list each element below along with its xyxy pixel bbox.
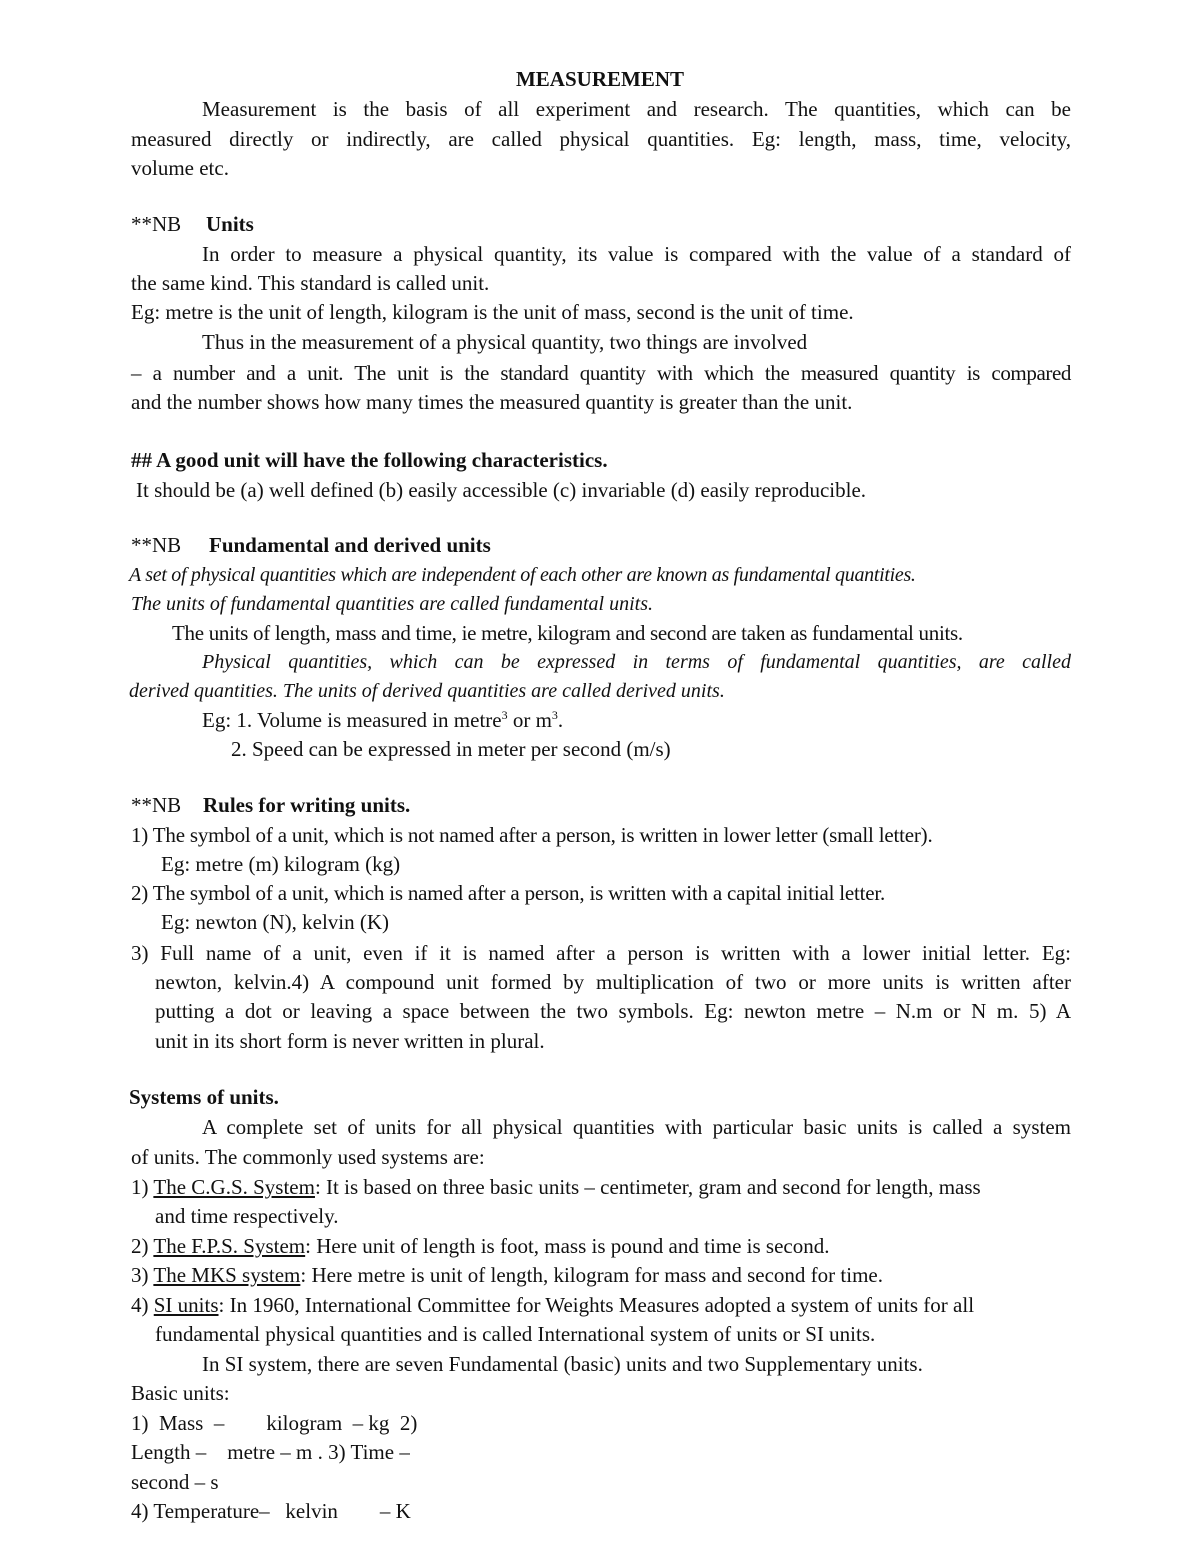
units-line-1: In order to measure a physical quantity, its value is compared with the value of a standard of <box>202 242 1071 266</box>
rules-line-7: putting a dot or leaving a space between the two symbols. Eg: newton metre – N.m or N m. 5) A <box>155 999 1071 1023</box>
system-mks <box>131 1262 883 1288</box>
basic-units-line-3: second – s <box>131 1470 219 1494</box>
good-unit-heading: ## A good unit will have the following characteristics. <box>131 448 608 472</box>
fundamental-italic-2: The units of fundamental quantities are called fundamental units. <box>131 593 654 615</box>
system-si <box>131 1292 974 1318</box>
system-mks-number: 3) <box>131 1263 149 1287</box>
system-cgs-number: 1) <box>131 1175 149 1199</box>
rules-line-2: Eg: metre (m) kilogram (kg) <box>161 852 401 876</box>
si-system-line: In SI system, there are seven Fundamental (basic) units and two Supplementary units. <box>202 1352 923 1376</box>
fundamental-example-2: 2. Speed can be expressed in meter per second (m/s) <box>231 737 671 761</box>
units-heading: Units <box>206 212 254 236</box>
system-fps <box>131 1233 830 1259</box>
units-nb-label: **NB <box>131 212 182 236</box>
rules-line-1: 1) The symbol of a unit, which is not named after a person, is written in lower letter (small letter). <box>131 823 933 847</box>
systems-intro-1: A complete set of units for all physical quantities with particular basic units is called a system <box>202 1115 1071 1139</box>
systems-heading: Systems of units. <box>129 1085 279 1109</box>
system-mks-name: The MKS system <box>153 1263 301 1287</box>
example-1-superscript: 3 <box>501 708 508 722</box>
rules-nb-label: **NB <box>131 793 182 817</box>
units-line-5: – a number and a unit. The unit is the standard quantity with which the measured quantity is compared <box>131 361 1071 385</box>
example-1-superscript-2: 3 <box>551 708 558 722</box>
system-fps-text: : Here unit of length is foot, mass is pound and time is second. <box>305 1234 830 1258</box>
system-si-name: SI units <box>153 1293 219 1317</box>
units-line-6: and the number shows how many times the measured quantity is greater than the unit. <box>131 390 853 414</box>
rules-heading: Rules for writing units. <box>203 793 411 817</box>
units-line-3: Eg: metre is the unit of length, kilogram is the unit of mass, second is the unit of time. <box>131 300 854 324</box>
rules-line-4: Eg: newton (N), kelvin (K) <box>161 910 390 934</box>
system-mks-text: : Here metre is unit of length, kilogram for mass and second for time. <box>300 1263 883 1287</box>
fundamental-example-1 <box>202 707 563 733</box>
intro-line-1: Measurement is the basis of all experiment and research. The quantities, which can be <box>202 97 1071 121</box>
system-fps-number: 2) <box>131 1234 149 1258</box>
intro-line-3: volume etc. <box>131 156 229 180</box>
intro-line-2: measured directly or indirectly, are called physical quantities. Eg: length, mass, time, velocity, <box>131 127 1071 151</box>
example-1-text-c: . <box>557 708 564 732</box>
fundamental-italic-3: Physical quantities, which can be expressed in terms of fundamental quantities, are called <box>202 651 1071 673</box>
units-line-2: the same kind. This standard is called unit. <box>131 271 490 295</box>
fundamental-nb-label: **NB <box>131 533 182 557</box>
rules-line-3: 2) The symbol of a unit, which is named after a person, is written with a capital initial letter. <box>131 881 886 905</box>
system-cgs-line-2: and time respectively. <box>155 1204 339 1228</box>
system-cgs-text: : It is based on three basic units – centimeter, gram and second for length, mass <box>314 1175 981 1199</box>
example-1-text-b: or m <box>507 708 552 732</box>
system-fps-name: The F.P.S. System <box>153 1234 306 1258</box>
basic-units-label: Basic units: <box>131 1381 230 1405</box>
system-cgs-name: The C.G.S. System <box>153 1175 315 1199</box>
rules-line-6: newton, kelvin.4) A compound unit formed by multiplication of two or more units is written after <box>155 970 1071 994</box>
system-si-text: : In 1960, International Committee for Weights Measures adopted a system of units for all <box>218 1293 975 1317</box>
good-unit-line: It should be (a) well defined (b) easily accessible (c) invariable (d) easily reproducible. <box>136 478 867 502</box>
system-cgs <box>131 1174 981 1200</box>
rules-line-8: unit in its short form is never written in plural. <box>155 1029 545 1053</box>
example-1-text: Eg: 1. Volume is measured in metre <box>202 708 502 732</box>
fundamental-italic-4: derived quantities. The units of derived quantities are called derived units. <box>129 680 725 702</box>
systems-intro-2: of units. The commonly used systems are: <box>131 1145 485 1169</box>
fundamental-italic-1: A set of physical quantities which are independent of each other are known as fundamental quantities. <box>129 564 916 586</box>
basic-units-line-4: 4) Temperature– kelvin – K <box>131 1499 411 1523</box>
rules-line-5: 3) Full name of a unit, even if it is named after a person is written with a lower initial letter. Eg: <box>131 941 1071 965</box>
fundamental-plain: The units of length, mass and time, ie metre, kilogram and second are taken as fundamental units. <box>172 621 963 645</box>
system-si-number: 4) <box>131 1293 149 1317</box>
basic-units-line-2: Length – metre – m . 3) Time – <box>131 1440 410 1464</box>
page-title: MEASUREMENT <box>515 67 684 91</box>
units-line-4: Thus in the measurement of a physical quantity, two things are involved <box>202 330 808 354</box>
system-si-line-2: fundamental physical quantities and is called International system of units or SI units. <box>155 1322 876 1346</box>
basic-units-line-1: 1) Mass – kilogram – kg 2) <box>131 1411 418 1435</box>
fundamental-heading: Fundamental and derived units <box>209 533 491 557</box>
